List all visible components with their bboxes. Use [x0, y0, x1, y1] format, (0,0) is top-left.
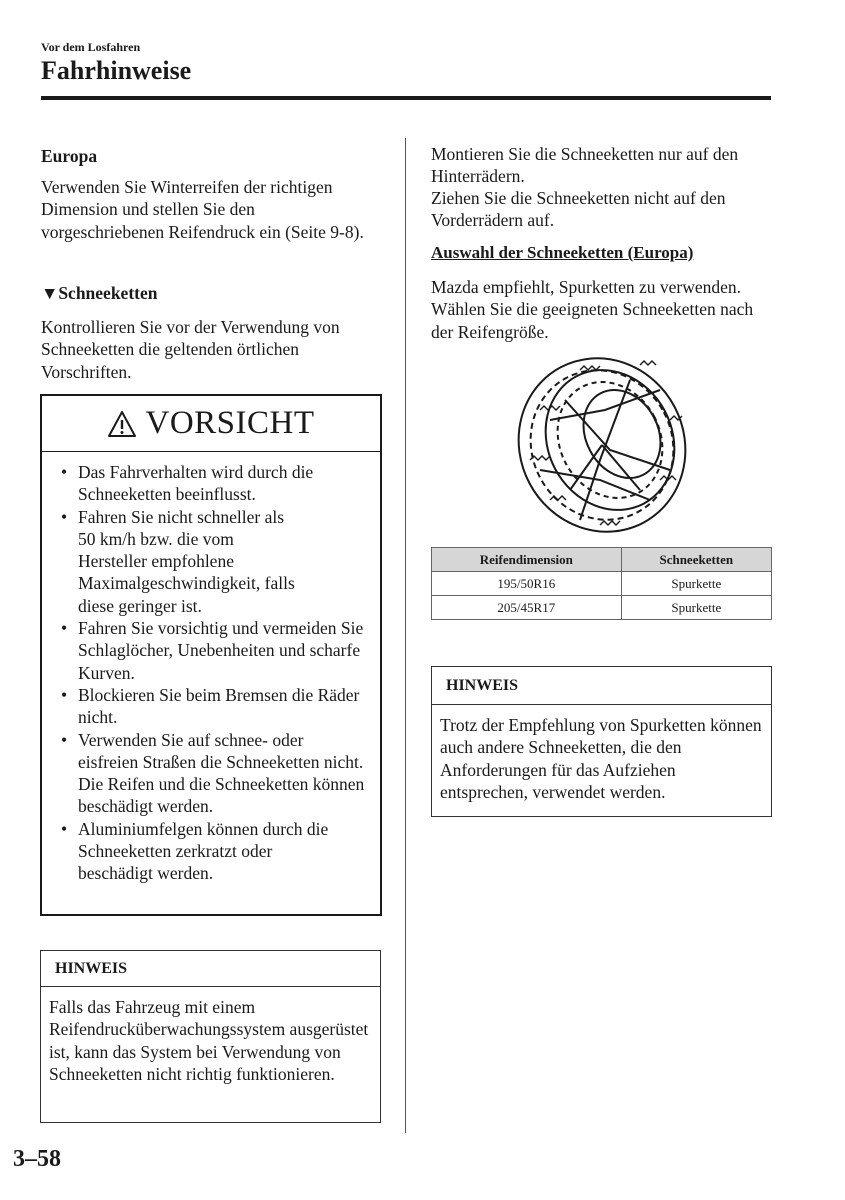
- caution-item: • Fahren Sie vorsichtig und vermeiden Sie Schlaglöcher, Unebenheiten und scharfe Kurven.: [61, 618, 364, 683]
- recommendation-text: Mazda empfiehlt, Spurketten zu verwenden. Wählen Sie die geeigneten Schneeketten nach der Reifengröße.: [431, 277, 754, 342]
- schneeketten-heading: [41, 282, 157, 304]
- note-title: HINWEIS: [432, 667, 771, 705]
- caution-item: • Verwenden Sie auf schnee- oder eisfreien Straßen die Schneeketten nicht. Die Reifen und die Schneeketten können beschädigt werden.: [61, 729, 365, 817]
- warning-triangle-icon: [107, 410, 137, 438]
- note-text: Falls das Fahrzeug mit einem Reifendrucküberwachungssystem ausgerüstet ist, kann das System bei Verwendung von Schneeketten nicht richtig funktionieren.: [49, 997, 369, 1084]
- table-row: [432, 596, 772, 620]
- table-cell: 195/50R16: [432, 572, 622, 596]
- column-divider: [405, 138, 406, 1133]
- header-divider: [41, 96, 771, 100]
- note-text: Trotz der Empfehlung von Spurketten können auch andere Schneeketten, die den Anforderungen für das Aufziehen entsprechen, verwendet werden.: [440, 715, 762, 802]
- caution-list: [58, 461, 378, 885]
- page-number: 3–58: [13, 1146, 61, 1172]
- triangle-marker-icon: ▼: [41, 283, 59, 303]
- mount-text: Montieren Sie die Schneeketten nur auf den Hinterrädern.: [431, 144, 739, 187]
- schneeketten-heading-text: Schneeketten: [58, 283, 158, 303]
- caution-title: VORSICHT: [145, 405, 315, 441]
- front-text: Ziehen Sie die Schneeketten nicht auf den Vorderrädern auf.: [431, 188, 726, 231]
- caution-item-text: Blockieren Sie beim Bremsen die Räder nicht.: [78, 684, 360, 728]
- europa-heading: Europa: [41, 146, 98, 166]
- caution-item: • Das Fahrverhalten wird durch die Schneeketten beeinflusst.: [61, 462, 314, 505]
- caution-item: • Blockieren Sie beim Bremsen die Räder nicht.: [61, 684, 360, 728]
- caution-item: • Fahren Sie nicht schneller als 50 km/h bzw. die vom Hersteller empfohlene Maximalgeschwindigkeit, falls diese geringer ist.: [61, 506, 295, 616]
- caution-header: [42, 396, 380, 452]
- chain-spec-table: [431, 547, 772, 620]
- table-cell: Spurkette: [621, 572, 771, 596]
- table-row: [432, 572, 772, 596]
- note-title: HINWEIS: [41, 951, 380, 987]
- snow-chain-illustration: [510, 350, 700, 540]
- schneeketten-text: Kontrollieren Sie vor der Verwendung von Schneeketten die geltenden örtlichen Vorschriften.: [41, 317, 340, 382]
- page-title: Fahrhinweise: [41, 56, 192, 85]
- table-cell: 205/45R17: [432, 596, 622, 620]
- table-header-row: [432, 548, 772, 572]
- selection-subheading: Auswahl der Schneeketten (Europa): [431, 243, 694, 262]
- caution-box: [40, 394, 382, 916]
- caution-item-text: Fahren Sie vorsichtig und vermeiden Sie Schlaglöcher, Unebenheiten und scharfe Kurven.: [78, 618, 364, 683]
- note-box-left: [40, 950, 381, 1123]
- caution-item-text: Aluminiumfelgen können durch die Schneeketten zerkratzt oder beschädigt werden.: [78, 818, 329, 884]
- caution-item: • Aluminiumfelgen können durch die Schneeketten zerkratzt oder beschädigt werden.: [61, 818, 329, 884]
- note-box-right: [431, 666, 772, 817]
- caution-item-text: Das Fahrverhalten wird durch die Schneeketten beeinflusst.: [78, 462, 314, 505]
- table-header-cell: Reifendimension: [432, 548, 622, 572]
- caution-item-text: Fahren Sie nicht schneller als 50 km/h bzw. die vom Hersteller empfohlene Maximalgeschwindigkeit, falls diese geringer ist.: [78, 506, 295, 616]
- section-label: Vor dem Losfahren: [41, 40, 141, 54]
- caution-item-text: Verwenden Sie auf schnee- oder eisfreien Straßen die Schneeketten nicht. Die Reifen und die Schneeketten können beschädigt werden.: [78, 729, 365, 817]
- table-cell: Spurkette: [621, 596, 771, 620]
- table-header-cell: Schneeketten: [621, 548, 771, 572]
- europa-text: Verwenden Sie Winterreifen der richtigen Dimension und stellen Sie den vorgeschriebenen Reifendruck ein (Seite 9-8).: [41, 177, 364, 242]
